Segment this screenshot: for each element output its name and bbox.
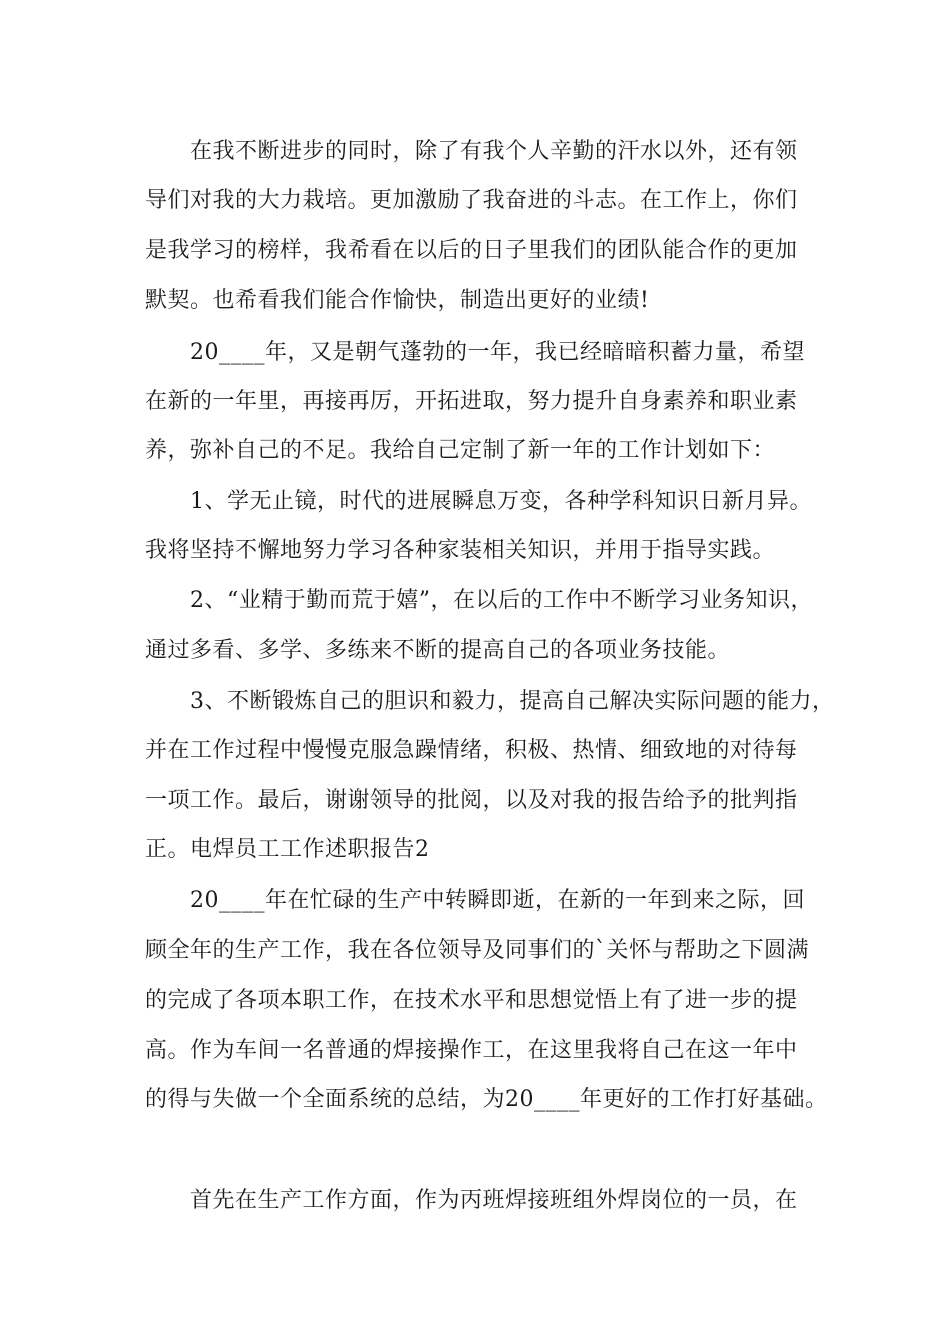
paragraph-line: 默契。也希看我们能合作愉快，制造出更好的业绩! [145, 288, 650, 313]
paragraph-line: 我将坚持不懈地努力学习各种家装相关知识，并用于指导实践。 [145, 538, 776, 563]
paragraph-line: 的得与失做一个全面系统的总结，为20____年更好的工作打好基础。 [145, 1087, 828, 1112]
paragraph-line: 是我学习的榜样，我希看在以后的日子里我们的团队能合作的更加 [145, 238, 798, 263]
paragraph-line: 20____年，又是朝气蓬勃的一年，我已经暗暗积蓄力量，希望 [190, 340, 805, 365]
paragraph-line: 的完成了各项本职工作，在技术水平和思想觉悟上有了进一步的提 [145, 988, 798, 1013]
paragraph-line: 在我不断进步的同时，除了有我个人辛勤的汗水以外，还有领 [190, 139, 798, 164]
paragraph-line: 一项工作。最后，谢谢领导的批阅，以及对我的报告给予的批判指 [145, 788, 798, 813]
paragraph-line: 3、不断锻炼自己的胆识和毅力，提高自己解决实际问题的能力， [190, 689, 835, 714]
paragraph-line: 养，弥补自己的不足。我给自己定制了新一年的工作计划如下： [145, 438, 776, 463]
paragraph-line: 顾全年的生产工作，我在各位领导及同事们的`关怀与帮助之下圆满 [145, 938, 810, 963]
paragraph-line: 通过多看、多学、多练来不断的提高自己的各项业务技能。 [145, 638, 731, 663]
paragraph-line: 20____年在忙碌的生产中转瞬即逝，在新的一年到来之际，回 [190, 888, 805, 913]
paragraph-line: 1、学无止镜，时代的进展瞬息万变，各种学科知识日新月异。 [190, 489, 812, 514]
paragraph-line: 2、“业精于勤而荒于嬉”，在以后的工作中不断学习业务知识， [190, 588, 813, 613]
paragraph-line: 并在工作过程中慢慢克服急躁情绪，积极、热情、细致地的对待每 [145, 738, 798, 763]
paragraph-line: 高。作为车间一名普通的焊接操作工，在这里我将自己在这一年中 [145, 1038, 798, 1063]
paragraph-line: 在新的一年里，再接再厉，开拓进取，努力提升自身素养和职业素 [145, 389, 798, 414]
paragraph-line: 导们对我的大力栽培。更加激励了我奋进的斗志。在工作上，你们 [145, 188, 798, 213]
section-heading: 正。电焊员工工作述职报告2 [145, 837, 430, 862]
paragraph-line: 首先在生产工作方面，作为丙班焊接班组外焊岗位的一员，在 [190, 1188, 798, 1213]
